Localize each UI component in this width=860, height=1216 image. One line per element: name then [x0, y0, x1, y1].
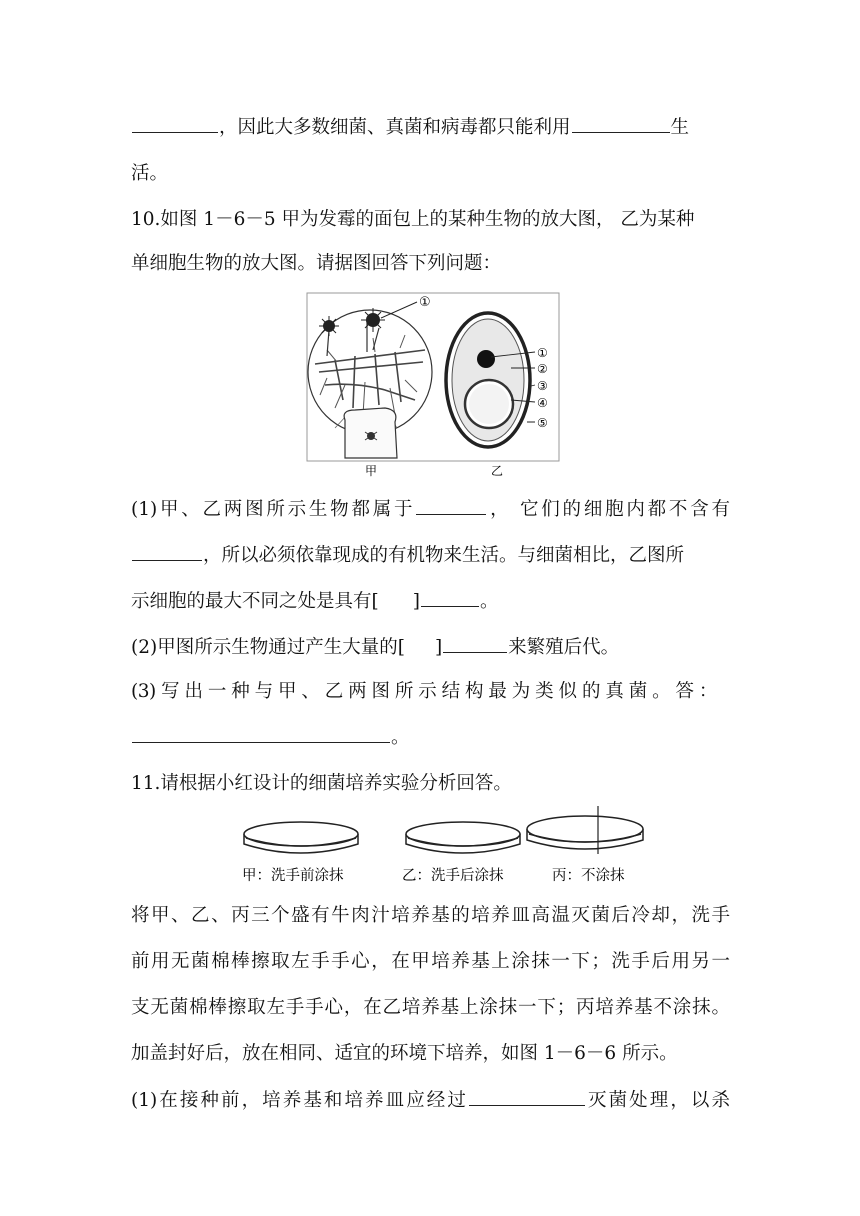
question-11-title: 11.请根据小红设计的细菌培养实验分析回答。 — [131, 773, 512, 794]
answer-blank — [421, 592, 479, 607]
text-line-2: 活。 — [131, 163, 169, 184]
answer-blank — [469, 1091, 585, 1106]
label-mold-1: ① — [419, 295, 431, 310]
text: 灭菌处理，以杀 — [585, 1090, 730, 1111]
question-10-part-3: (3) 写 出 一 种 与 甲 、 乙 两 图 所 示 结 构 最 为 类 似 的 真 菌 。 答 ： — [131, 681, 717, 702]
text: 。 — [479, 591, 499, 612]
question-10-part-3-answer — [131, 728, 410, 748]
text: ] — [434, 637, 443, 658]
figure-mold-and-yeast — [305, 290, 561, 478]
experiment-paragraph-line-3: 支无菌棉棒擦取左手手心，在乙培养基上涂抹一下；丙培养基不涂抹。 — [131, 997, 730, 1018]
text: ，因此大多数细菌、真菌和病毒都只能利用 — [219, 117, 571, 138]
answer-blank — [416, 500, 486, 515]
text-line-1 — [131, 118, 689, 138]
answer-blank — [132, 118, 218, 133]
text: ] — [412, 591, 420, 612]
caption-dish-bing: 丙：不涂抹 — [552, 868, 625, 884]
label-jia: 甲 — [365, 464, 378, 478]
label-cell-4: ④ — [537, 396, 548, 410]
label-cell-2: ② — [537, 362, 548, 376]
question-10-line-2: 单细胞生物的放大图。请据图回答下列问题： — [131, 253, 502, 274]
bread-slice — [344, 408, 397, 458]
text: ，所以必须依靠现成的有机物来生活。与细菌相比，乙图所 — [203, 545, 685, 566]
label-yi: 乙 — [491, 464, 504, 478]
text: 生 — [670, 117, 690, 138]
experiment-paragraph-line-4: 加盖封好后，放在相同、适宜的环境下培养，如图 1－6－6 所示。 — [131, 1043, 678, 1064]
label-cell-1: ① — [537, 346, 548, 360]
text: (1)甲、乙两图所示生物都属于 — [131, 499, 416, 520]
question-10-part-2 — [131, 638, 619, 658]
answer-blank — [443, 638, 507, 653]
text: 来繁殖后代。 — [508, 637, 620, 658]
caption-dish-jia: 甲：洗手前涂抹 — [242, 868, 344, 884]
question-10-part-1-line-2 — [131, 546, 684, 566]
text: (2)甲图所示生物通过产生大量的[ — [131, 637, 405, 658]
caption-dish-yi: 乙：洗手后涂抹 — [402, 868, 504, 884]
text: (1)在接种前，培养基和培养皿应经过 — [131, 1090, 468, 1111]
figure-petri-dishes — [238, 800, 648, 890]
answer-blank — [132, 728, 390, 743]
experiment-paragraph-line-2: 前用无菌棉棒擦取左手手心，在甲培养基上涂抹一下；洗手后用另一 — [131, 951, 730, 972]
answer-blank — [572, 118, 670, 133]
question-11-part-1 — [131, 1091, 730, 1111]
yeast-cell — [446, 313, 530, 447]
question-10-line-1: 10.如图 1－6－5 甲为发霉的面包上的某种生物的放大图， 乙为某种 — [131, 209, 695, 230]
text: 示细胞的最大不同之处是具有[ — [131, 591, 379, 612]
answer-blank — [132, 546, 202, 561]
label-cell-5: ⑤ — [537, 416, 548, 430]
label-cell-3: ③ — [537, 379, 548, 393]
question-10-part-1-line-3 — [131, 592, 498, 612]
question-10-part-1-line-1 — [131, 500, 730, 520]
experiment-paragraph-line-1: 将甲、乙、丙三个盛有牛肉汁培养基的培养皿高温灭菌后冷却，洗手 — [131, 905, 730, 926]
text: ， 它们的细胞内都不含有 — [487, 499, 730, 520]
text: 。 — [391, 727, 410, 748]
